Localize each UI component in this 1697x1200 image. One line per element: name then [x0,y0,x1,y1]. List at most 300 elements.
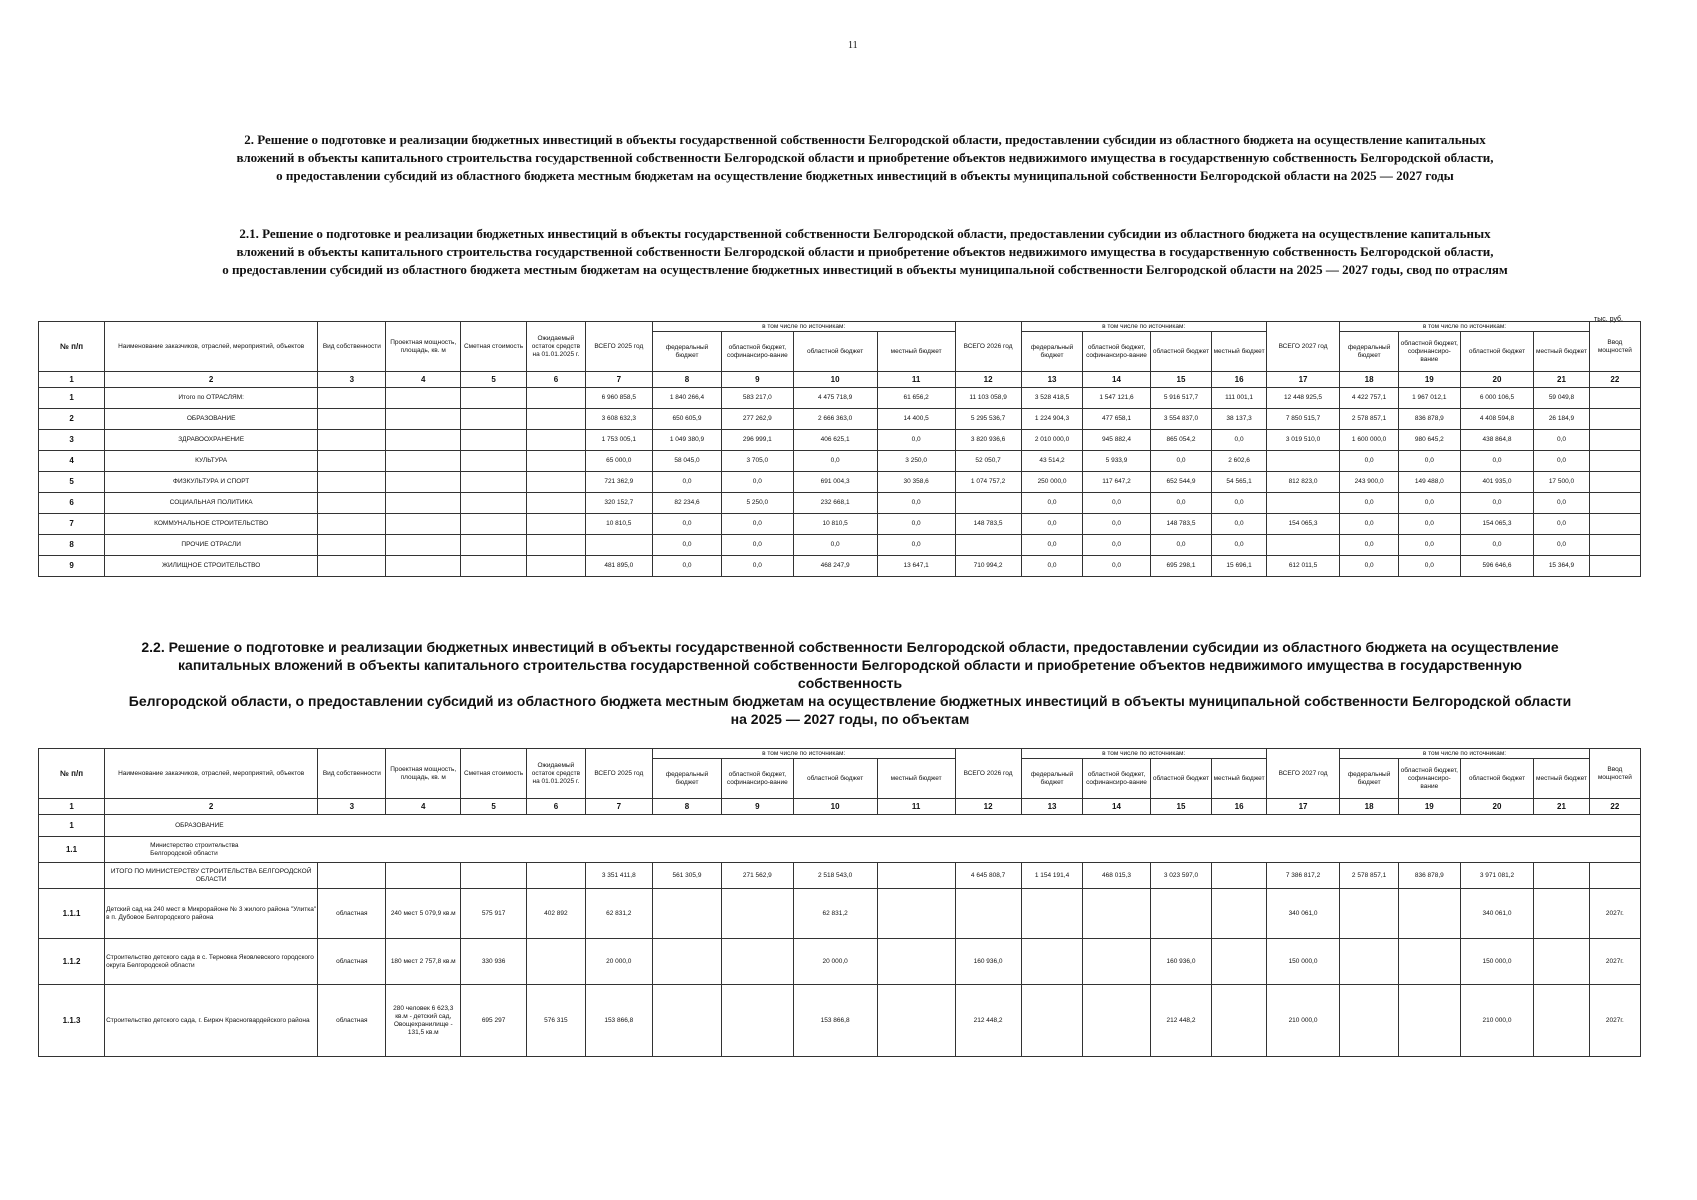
table-cell: 0,0 [1534,451,1589,472]
table-cell [461,556,527,577]
column-number: 22 [1589,799,1640,815]
hdr-regional: областной бюджет [1150,332,1212,372]
table1-header [39,322,1641,388]
table-cell: 1 753 005,1 [585,430,652,451]
table-cell [527,472,586,493]
table-row [39,388,1641,409]
hdr-federal: федеральный бюджет [652,332,721,372]
table-cell: 0,0 [722,472,793,493]
table-cell: 0,0 [1534,514,1589,535]
table-cell [386,863,461,889]
table-cell [318,451,386,472]
table-cell: 0,0 [877,493,955,514]
table-cell [1589,535,1640,556]
table-cell: 3 023 597,0 [1150,863,1212,889]
row-name: Детский сад на 240 мест в Микрорайоне № 3 жилого района "Улитка" в п. Дубовое Белгородского района [105,889,318,939]
table-cell: 406 625,1 [793,430,877,451]
table-cell [318,556,386,577]
table-cell: 7 850 515,7 [1266,409,1340,430]
row-name: ИТОГО ПО МИНИСТЕРСТВУ СТРОИТЕЛЬСТВА БЕЛГОРОДСКОЙ ОБЛАСТИ [105,863,318,889]
column-number: 15 [1150,372,1212,388]
table-cell: 340 061,0 [1460,889,1534,939]
column-number: 5 [461,372,527,388]
table-cell [527,451,586,472]
hdr-sources-2027: в том числе по источникам: [1340,749,1589,759]
hdr-total-2026: ВСЕГО 2026 год [955,749,1021,799]
table-cell [1589,493,1640,514]
row-name: ОБРАЗОВАНИЕ [105,409,318,430]
hdr-local: местный бюджет [1534,759,1589,799]
hdr-regional-cofin: областной бюджет, софинансиро-вание [1083,332,1150,372]
column-numbers-row [39,799,1641,815]
table-cell: 0,0 [877,514,955,535]
table-cell [877,939,955,985]
table-cell [1212,889,1266,939]
section-2-2-heading: 2.2. Решение о подготовке и реализации бюджетных инвестиций в объекты государственной собственности Белгородской области, предоставлении субсидии из областного бюджета на осуществление капитальных вложений в объекты капитального строительства государственной собственности Белгородской области и приобретение объектов недвижимого имущества в государственную собственность Белгородской области, о предоставлении субсидий из областного бюджета местным бюджетам на осуществление бюджетных инвестиций в объекты муниципальной собственности Белгородской области на 2025 — 2027 годы, по объектам [128,639,1572,727]
table-cell [1083,939,1150,985]
table-cell: 468 247,9 [793,556,877,577]
table-cell: 3 019 510,0 [1266,430,1340,451]
table1-body [39,388,1641,577]
table-cell [1340,939,1399,985]
column-number: 9 [722,799,793,815]
table-cell: 0,0 [1021,535,1083,556]
table-cell [318,535,386,556]
by-object-table [38,748,1641,1057]
table-cell [652,985,721,1057]
column-number: 4 [386,372,461,388]
table-cell: 296 999,1 [722,430,793,451]
table-cell: областная [318,939,386,985]
table-cell: 0,0 [1398,556,1460,577]
table-cell: 250 000,0 [1021,472,1083,493]
table-cell: 232 668,1 [793,493,877,514]
table-cell [1534,939,1589,985]
table-cell: 320 152,7 [585,493,652,514]
subsection-label: Министерство строительства Белгородской области [105,837,1641,863]
table-cell: 652 544,9 [1150,472,1212,493]
table-cell: 710 994,2 [955,556,1021,577]
table-cell [1589,430,1640,451]
hdr-local: местный бюджет [877,759,955,799]
table-cell: 1 967 012,1 [1398,388,1460,409]
table-cell: 20 000,0 [793,939,877,985]
table-cell [461,493,527,514]
hdr-sources-2027: в том числе по источникам: [1340,322,1589,332]
table-cell: 1 074 757,2 [955,472,1021,493]
table-cell: 12 448 925,5 [1266,388,1340,409]
hdr-regional: областной бюджет [793,759,877,799]
column-number: 22 [1589,372,1640,388]
column-number: 2 [105,372,318,388]
table-cell: 13 647,1 [877,556,955,577]
section-2-1-heading: 2.1. Решение о подготовке и реализации бюджетных инвестиций в объекты государственной собственности Белгородской области, предоставлении субсидии из областного бюджета на осуществление капитальных вложений в объекты капитального строительства государственной собственности Белгородской области и приобретение объектов недвижимого имущества в государственную собственность Белгородской области, о предоставлении субсидий из областного бюджета местным бюджетам на осуществление бюджетных инвестиций в объекты муниципальной собственности Белгородской области на 2025 — 2027 годы, свод по отраслям [222,226,1508,277]
column-number: 14 [1083,372,1150,388]
subsection-number: 1.1 [39,837,105,863]
table-cell: 3 971 081,2 [1460,863,1534,889]
table-cell: областная [318,889,386,939]
table-cell: 160 936,0 [1150,939,1212,985]
table-cell: 212 448,2 [955,985,1021,1057]
table-cell: 2 518 543,0 [793,863,877,889]
column-number: 16 [1212,799,1266,815]
table-row [39,535,1641,556]
table-cell: 2 578 857,1 [1340,409,1399,430]
table-cell [461,535,527,556]
table-row [39,472,1641,493]
column-number: 11 [877,372,955,388]
hdr-regional-cofin: областной бюджет, софинансиро-вание [1083,759,1150,799]
table-cell [527,493,586,514]
row-name: ФИЗКУЛЬТУРА И СПОРТ [105,472,318,493]
table-cell [386,556,461,577]
hdr-regional: областной бюджет [1460,332,1534,372]
table-cell [722,985,793,1057]
table-cell [1589,409,1640,430]
table-cell [461,388,527,409]
table-cell: 576 315 [527,985,586,1057]
table-cell: 180 мест 2 757,8 кв.м [386,939,461,985]
table-cell: 0,0 [1460,493,1534,514]
row-name: СОЦИАЛЬНАЯ ПОЛИТИКА [105,493,318,514]
column-number: 10 [793,799,877,815]
table-cell: 5 250,0 [722,493,793,514]
table-cell: 575 917 [461,889,527,939]
table-row [39,985,1641,1057]
hdr-regional-cofin: областной бюджет, софинансиро-вание [722,332,793,372]
table-cell: 277 262,9 [722,409,793,430]
table-cell [1589,514,1640,535]
table-cell: областная [318,985,386,1057]
table-cell: 0,0 [793,535,877,556]
table-cell [527,556,586,577]
table-cell [386,514,461,535]
table-cell: 0,0 [1150,493,1212,514]
table-cell: 0,0 [1398,451,1460,472]
hdr-regional: областной бюджет [793,332,877,372]
table-cell: 154 065,3 [1266,514,1340,535]
table-cell [1212,939,1266,985]
row-name: Строительство детского сада в с. Терновка Яковлевского городского округа Белгородской области [105,939,318,985]
table-row [39,889,1641,939]
table-cell [318,409,386,430]
column-number: 15 [1150,799,1212,815]
table-cell: 721 362,9 [585,472,652,493]
table-cell: 4 408 594,8 [1460,409,1534,430]
table-cell: 0,0 [722,535,793,556]
table-cell: 0,0 [722,514,793,535]
table-cell: 650 605,9 [652,409,721,430]
section-label: ОБРАЗОВАНИЕ [105,815,1641,837]
table-cell [386,430,461,451]
table-cell [386,472,461,493]
table-row [39,514,1641,535]
hdr-sources-2026: в том числе по источникам: [1021,749,1266,759]
hdr-balance: Ожидаемый остаток средств на 01.01.2025 г. [527,322,586,372]
table-cell [1021,939,1083,985]
column-number: 3 [318,799,386,815]
table-cell: 15 696,1 [1212,556,1266,577]
table-cell [1589,388,1640,409]
hdr-federal: федеральный бюджет [1340,332,1399,372]
table-cell: 865 054,2 [1150,430,1212,451]
column-number: 2 [105,799,318,815]
column-number: 7 [585,372,652,388]
table-cell [652,939,721,985]
table-cell: 1 600 000,0 [1340,430,1399,451]
table-cell: 210 000,0 [1266,985,1340,1057]
table-cell: 980 645,2 [1398,430,1460,451]
hdr-ownership: Вид собственности [318,749,386,799]
hdr-local: местный бюджет [1534,332,1589,372]
column-number: 4 [386,799,461,815]
column-number: 17 [1266,372,1340,388]
column-number: 11 [877,799,955,815]
hdr-commissioning: Ввод мощностей [1589,322,1640,372]
table-cell [527,514,586,535]
table-cell [461,514,527,535]
hdr-commissioning: Ввод мощностей [1589,749,1640,799]
table-cell: 1 154 191,4 [1021,863,1083,889]
table-cell [1589,556,1640,577]
table-cell [1589,472,1640,493]
hdr-balance: Ожидаемый остаток средств на 01.01.2025 г. [527,749,586,799]
row-number [39,863,105,889]
table-cell: 117 647,2 [1083,472,1150,493]
table-cell [1589,863,1640,889]
table-cell [527,939,586,985]
row-number: 7 [39,514,105,535]
table-cell: 0,0 [1083,556,1150,577]
hdr-capacity: Проектная мощность, площадь, кв. м [386,322,461,372]
table-cell: 58 045,0 [652,451,721,472]
hdr-regional-cofin: областной бюджет, софинансиро-вание [1398,332,1460,372]
table-cell: 280 человек 6 623,3 кв.м - детский сад, Овощехранилище - 131,5 кв.м [386,985,461,1057]
table-cell: 691 004,3 [793,472,877,493]
table-cell: 11 103 058,9 [955,388,1021,409]
table-cell: 561 305,9 [652,863,721,889]
row-number: 1.1.2 [39,939,105,985]
table-cell: 0,0 [1534,535,1589,556]
table-cell: 212 448,2 [1150,985,1212,1057]
table-cell [1398,939,1460,985]
column-number: 18 [1340,372,1399,388]
table-cell: 4 645 808,7 [955,863,1021,889]
table-row [39,939,1641,985]
column-number: 9 [722,372,793,388]
table-cell: 26 184,9 [1534,409,1589,430]
hdr-local: местный бюджет [877,332,955,372]
table-cell [1083,985,1150,1057]
table-cell: 54 565,1 [1212,472,1266,493]
table-cell: 0,0 [1398,535,1460,556]
table2-body [39,863,1641,1057]
table-cell [1266,535,1340,556]
column-number: 16 [1212,372,1266,388]
column-number: 17 [1266,799,1340,815]
table-cell: 583 217,0 [722,388,793,409]
row-name: ПРОЧИЕ ОТРАСЛИ [105,535,318,556]
hdr-estimate: Сметная стоимость [461,749,527,799]
table-cell: 468 015,3 [1083,863,1150,889]
table-cell: 2027г. [1589,889,1640,939]
table-cell: 0,0 [722,556,793,577]
table-cell: 17 500,0 [1534,472,1589,493]
hdr-regional-cofin: областной бюджет, софинансиро-вание [1398,759,1460,799]
hdr-sources-2026: в том числе по источникам: [1021,322,1266,332]
column-number: 12 [955,372,1021,388]
table-cell [955,493,1021,514]
subtotal-row [39,863,1641,889]
hdr-name: Наименование заказчиков, отраслей, мероприятий, объектов [105,322,318,372]
row-name: Итого по ОТРАСЛЯМ: [105,388,318,409]
table-cell: 0,0 [1150,535,1212,556]
table-cell [461,430,527,451]
table-cell: 0,0 [1340,535,1399,556]
table-cell: 111 001,1 [1212,388,1266,409]
table-cell: 148 783,5 [955,514,1021,535]
table-cell: 612 011,5 [1266,556,1340,577]
column-number: 21 [1534,799,1589,815]
page-number: 11 [848,40,858,51]
main-heading: 2. Решение о подготовке и реализации бюджетных инвестиций в объекты государственной собственности Белгородской области, предоставлении субсидии из областного бюджета на осуществление капитальных вложений в объекты капитального строительства государственной собственности Белгородской области и приобретение объектов недвижимого имущества в государственную собственность Белгородской области, о предоставлении субсидий из областного бюджета местным бюджетам на осуществление бюджетных инвестиций в объекты муниципальной собственности Белгородской области на 2025 — 2027 годы [236,132,1494,183]
table-cell: 0,0 [793,451,877,472]
table-cell: 82 234,6 [652,493,721,514]
table-cell: 7 386 817,2 [1266,863,1340,889]
table-cell: 1 547 121,6 [1083,388,1150,409]
table2-header [39,749,1641,863]
table-cell: 148 783,5 [1150,514,1212,535]
column-number: 13 [1021,372,1083,388]
column-number: 10 [793,372,877,388]
row-number: 5 [39,472,105,493]
table-cell: 0,0 [1083,493,1150,514]
table-cell: 0,0 [1340,451,1399,472]
table-cell: 2027г. [1589,985,1640,1057]
table-cell [877,863,955,889]
row-name: ЖИЛИЩНОЕ СТРОИТЕЛЬСТВО [105,556,318,577]
table-cell: 695 298,1 [1150,556,1212,577]
table-cell: 0,0 [1212,493,1266,514]
table-cell: 154 065,3 [1460,514,1534,535]
table-cell [318,430,386,451]
table-cell: 0,0 [1534,430,1589,451]
table-cell [1212,985,1266,1057]
hdr-regional: областной бюджет [1150,759,1212,799]
table-cell: 150 000,0 [1266,939,1340,985]
table-cell: 596 646,6 [1460,556,1534,577]
table-cell: 0,0 [877,535,955,556]
table-row [39,430,1641,451]
table-cell [1398,985,1460,1057]
hdr-total-2026: ВСЕГО 2026 год [955,322,1021,372]
table-cell [1340,985,1399,1057]
column-number: 21 [1534,372,1589,388]
hdr-sources-2025: в том числе по источникам: [652,322,955,332]
table-cell [1150,889,1212,939]
table-cell: 0,0 [1021,493,1083,514]
hdr-total-2027: ВСЕГО 2027 год [1266,749,1340,799]
table-cell: 43 514,2 [1021,451,1083,472]
table-cell: 5 933,9 [1083,451,1150,472]
hdr-ownership: Вид собственности [318,322,386,372]
column-number: 20 [1460,799,1534,815]
section-number: 1 [39,815,105,837]
row-number: 4 [39,451,105,472]
row-number: 3 [39,430,105,451]
column-number: 12 [955,799,1021,815]
table-cell [955,535,1021,556]
table-cell: 0,0 [1460,535,1534,556]
table-cell [527,863,586,889]
table-cell [722,939,793,985]
column-number: 3 [318,372,386,388]
hdr-sources-2025: в том числе по источникам: [652,749,955,759]
table-cell: 59 049,8 [1534,388,1589,409]
column-numbers-row [39,372,1641,388]
table-row [39,556,1641,577]
column-number: 18 [1340,799,1399,815]
table-cell [318,493,386,514]
table-cell: 62 831,2 [585,889,652,939]
table-cell: 1 224 904,3 [1021,409,1083,430]
table-cell: 0,0 [1340,493,1399,514]
column-number: 6 [527,372,586,388]
table-cell [1534,889,1589,939]
column-number: 1 [39,799,105,815]
table-cell: 5 916 517,7 [1150,388,1212,409]
row-number: 8 [39,535,105,556]
table-cell: 0,0 [1212,514,1266,535]
column-number: 7 [585,799,652,815]
table-cell: 6 000 106,5 [1460,388,1534,409]
table-cell: 438 864,8 [1460,430,1534,451]
hdr-federal: федеральный бюджет [1340,759,1399,799]
table-cell: 695 297 [461,985,527,1057]
table-cell: 3 351 411,8 [585,863,652,889]
table-row [39,451,1641,472]
table-cell: 0,0 [1083,535,1150,556]
table-cell: 3 250,0 [877,451,955,472]
unit-label: тыс. руб. [1594,316,1623,323]
table-cell: 0,0 [652,514,721,535]
row-number: 1.1.1 [39,889,105,939]
table-cell: 1 840 266,4 [652,388,721,409]
column-number: 5 [461,799,527,815]
table-cell: 153 866,8 [793,985,877,1057]
row-number: 1.1.3 [39,985,105,1057]
table-cell: 0,0 [1340,514,1399,535]
table-cell [461,472,527,493]
table-cell: 38 137,3 [1212,409,1266,430]
table-cell [877,889,955,939]
table-cell: 210 000,0 [1460,985,1534,1057]
table-cell: 52 050,7 [955,451,1021,472]
table-cell [386,493,461,514]
table-cell [1266,451,1340,472]
table-cell [877,985,955,1057]
table-cell: 65 000,0 [585,451,652,472]
table-cell: 330 936 [461,939,527,985]
row-name: Строительство детского сада, г. Бирюч Красногвардейского района [105,985,318,1057]
table-cell: 1 049 380,9 [652,430,721,451]
table-cell: 0,0 [1534,493,1589,514]
table-cell: 5 295 536,7 [955,409,1021,430]
table-cell [527,388,586,409]
hdr-local: местный бюджет [1212,332,1266,372]
column-number: 13 [1021,799,1083,815]
table-cell [1534,863,1589,889]
